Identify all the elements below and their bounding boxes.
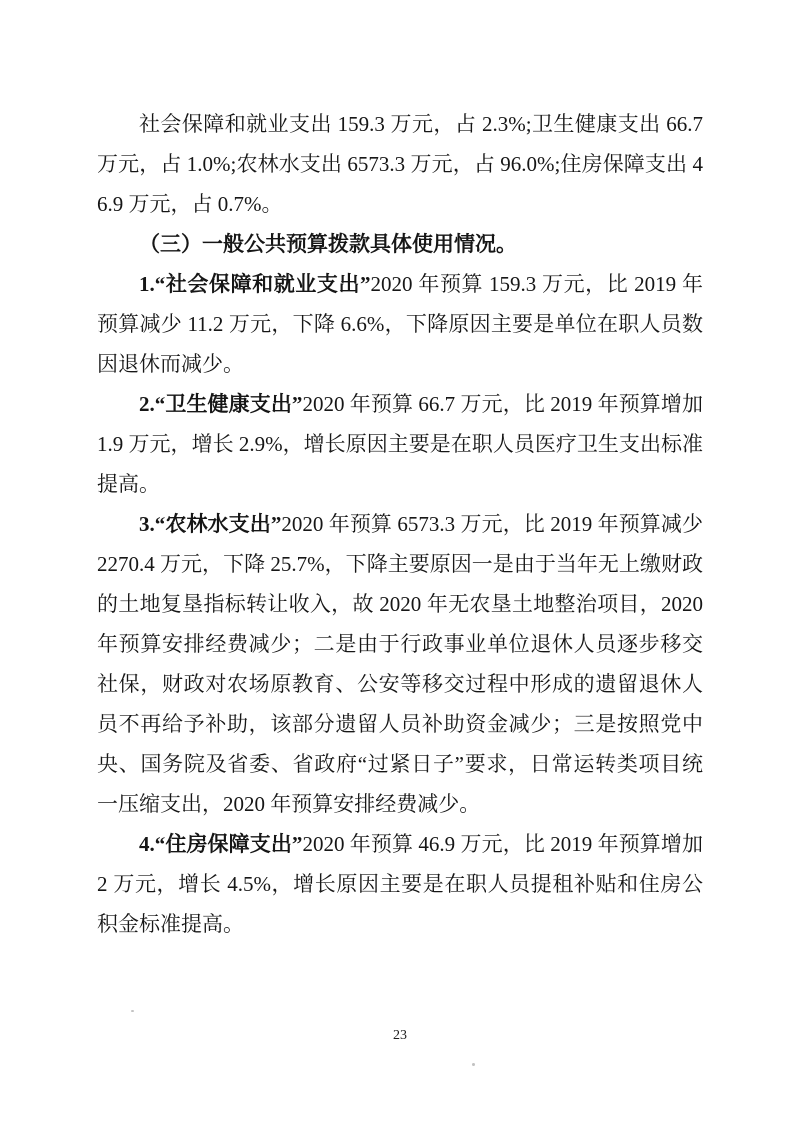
- item-paragraph-agriculture-water: [97, 504, 703, 824]
- page-number: 23: [393, 1028, 407, 1043]
- item-3-lead: 3.“农林水支出”: [139, 512, 282, 536]
- item-4-lead: 4.“住房保障支出”: [139, 832, 303, 856]
- item-1-text: 2020 年预算 159.3 万元，比 2019 年预算减少 11.2 万元，下降 6.6%，下降原因主要是单位在职人员数因退休而减少。: [97, 272, 704, 376]
- item-paragraph-social-security: [97, 264, 703, 384]
- item-3-text: 2020 年预算 6573.3 万元，比 2019 年预算减少 2270.4 万元，下降 25.7%，下降主要原因一是由于当年无上缴财政的土地复垦指标转让收入，故 2020 年无农垦土地整治项目，2020 年预算安排经费减少；二是由于行政事业单位退休人员逐步移交社保，财政对农场原教育、公安等移交过程中形成的遗留退休人员不再给予补助，该部分遗留人员补助资金减少；三是按照党中央、国务院及省委、省政府“过紧日子”要求，日常运转类项目统一压缩支出，2020 年预算安排经费减少。: [97, 512, 704, 816]
- item-1-lead: 1.“社会保障和就业支出”: [139, 272, 371, 296]
- scan-artifact-speck: [131, 1010, 134, 1012]
- item-paragraph-health: [97, 384, 703, 504]
- document-body: [97, 104, 703, 944]
- intro-paragraph: 社会保障和就业支出 159.3 万元，占 2.3%;卫生健康支出 66.7 万元，占 1.0%;农林水支出 6573.3 万元，占 96.0%;住房保障支出 46.9 万元，占 0.7%。: [97, 112, 703, 216]
- scan-artifact-speck: [472, 1063, 475, 1066]
- section-heading: （三）一般公共预算拨款具体使用情况。: [139, 232, 517, 256]
- item-2-text: 2020 年预算 66.7 万元，比 2019 年预算增加 1.9 万元，增长 2.9%，增长原因主要是在职人员医疗卫生支出标准提高。: [97, 392, 704, 496]
- item-paragraph-housing: [97, 824, 703, 944]
- item-2-lead: 2.“卫生健康支出”: [139, 392, 303, 416]
- item-4-text: 2020 年预算 46.9 万元，比 2019 年预算增加 2 万元，增长 4.5%，增长原因主要是在职人员提租补贴和住房公积金标准提高。: [97, 832, 704, 936]
